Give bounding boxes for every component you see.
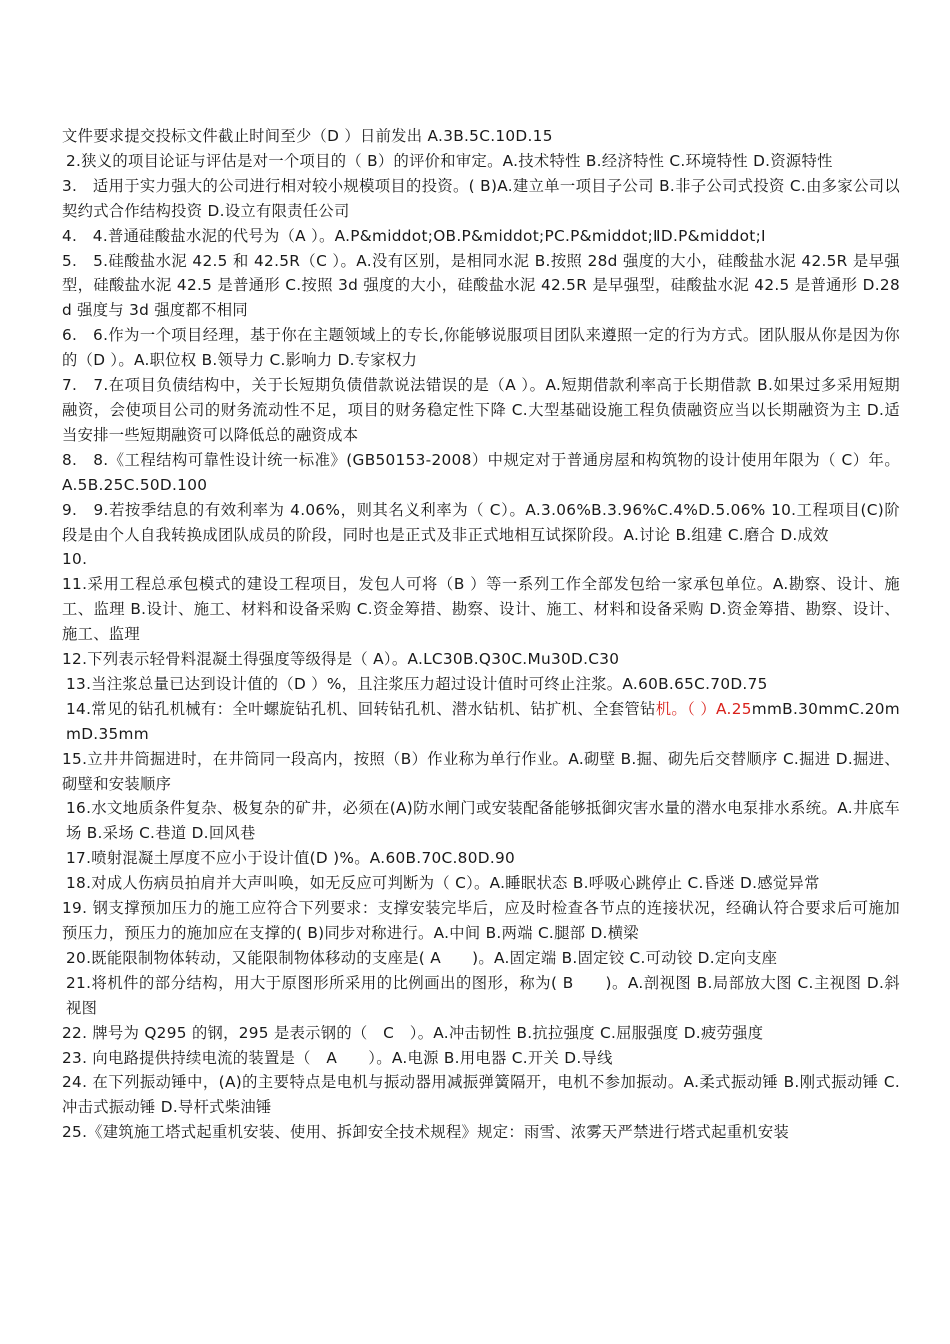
question-13: 13.当注浆总量已达到设计值的（D ）%，且注浆压力超过设计值时可终止注浆。A.60B.65C.70D.75 [66, 674, 768, 693]
question-16: 16.水文地质条件复杂、极复杂的矿井，必须在(A)防水闸门或安装配备能够抵御灾害水量的潜水电泵排水系统。A.井底车场 B.采场 C.巷道 D.回风巷 [66, 799, 900, 843]
question-2: 2.狭义的项目论证与评估是对一个项目的（ B）的评价和审定。A.技术特性 B.经济特性 C.环境特性 D.资源特性 [66, 151, 833, 170]
question-15: 15.立井井筒掘进时，在井筒同一段高内，按照（B）作业称为单行作业。A.砌壁 B.掘、砌先后交替顺序 C.掘进 D.掘进、砌壁和安装顺序 [62, 749, 900, 793]
question-5: 5. 5.硅酸盐水泥 42.5 和 42.5R（C ）。A.没有区别，是相同水泥 B.按照 28d 强度的大小，硅酸盐水泥 42.5R 是早强型，硅酸盐水泥 42.5 是普通形 C.按照 3d 强度的大小，硅酸盐水泥 42.5R 是早强型，硅酸盐水泥 42.5 是普通形 D.28d 强度与 3d 强度都不相同 [62, 251, 900, 320]
question-14-text: 14.常见的钻孔机械有：全叶螺旋钻孔机、回转钻孔机、潜水钻机、钻扩机、全套管钻 [66, 699, 656, 718]
question-4: 4. 4.普通硅酸盐水泥的代号为（A ）。A.P&middot;OB.P&middot;PC.P&middot;ⅡD.P&middot;Ⅰ [62, 226, 766, 245]
document-page [62, 124, 900, 1145]
question-23: 23. 向电路提供持续电流的装置是（ A ）。A.电源 B.用电器 C.开关 D.导线 [62, 1048, 613, 1067]
question-20: 20.既能限制物体转动，又能限制物体移动的支座是( A )。A.固定端 B.固定铰 C.可动铰 D.定向支座 [66, 948, 778, 967]
question-7: 7. 7.在项目负债结构中，关于长短期负债借款说法错误的是（A ）。A.短期借款利率高于长期借款 B.如果过多采用短期融资，会使项目公司的财务流动性不足，项目的财务稳定性下降 C.大型基础设施工程负债融资应当以长期融资为主 D.适当安排一些短期融资可以降低总的融资成本 [62, 376, 900, 444]
question-22: 22. 牌号为 Q295 的钢，295 是表示钢的（ C ）。A.冲击韧性 B.抗拉强度 C.屈服强度 D.疲劳强度 [62, 1023, 764, 1042]
question-14 [62, 697, 900, 747]
question-11: 11.采用工程总承包模式的建设工程项目，发包人可将（B ）等一系列工作全部发包给一家承包单位。A.勘察、设计、施工、监理 B.设计、施工、材料和设备采购 C.资金筹措、勘察、设计、施工、材料和设备采购 D.资金筹措、勘察、设计、施工、监理 [62, 575, 900, 644]
question-12: 12.下列表示轻骨料混凝土得强度等级得是（ A）。A.LC30B.Q30C.Mu30D.C30 [62, 650, 620, 669]
question-14-highlight: 机。（ ）A.25 [655, 699, 752, 718]
question-9: 9. 9.若按季结息的有效利率为 4.06%，则其名义利率为（ C）。A.3.06%B.3.96%C.4%D.5.06% 10.工程项目(C)阶段是由个人自我转换成团队成员的阶段，同时也是正式及非正式地相互试探阶段。A.讨论 B.组建 C.磨合 D.成效 [62, 500, 900, 544]
question-21: 21.将机件的部分结构，用大于原图形所采用的比例画出的图形，称为( B )。A.剖视图 B.局部放大图 C.主视图 D.斜视图 [66, 973, 900, 1017]
question-3: 3. 适用于实力强大的公司进行相对较小规模项目的投资。( B)A.建立单一项目子公司 B.非子公司式投资 C.由多家公司以契约式合作结构投资 D.设立有限责任公司 [62, 176, 900, 220]
line-q1-tail: 文件要求提交投标文件截止时间至少（D ）日前发出 A.3B.5C.10D.15 [62, 127, 553, 145]
question-6: 6. 6.作为一个项目经理，基于你在主题领域上的专长,你能够说服项目团队来遵照一定的行为方式。团队服从你是因为你的（D ）。A.职位权 B.领导力 C.影响力 D.专家权力 [62, 326, 900, 370]
question-17: 17.喷射混凝土厚度不应小于设计值(D )%。A.60B.70C.80D.90 [66, 849, 516, 868]
question-25: 25.《建筑施工塔式起重机安装、使用、拆卸安全技术规程》规定：雨雪、浓雾天严禁进行塔式起重机安装 [62, 1123, 790, 1142]
question-24: 24. 在下列振动锤中，(A)的主要特点是电机与振动器用减振弹簧隔开，电机不参加振动。A.柔式振动锤 B.刚式振动锤 C.冲击式振动锤 D.导杆式柴油锤 [62, 1073, 900, 1117]
question-10-number: 10. [62, 550, 88, 569]
question-18: 18.对成人伤病员拍肩并大声叫唤，如无反应可判断为（ C）。A.睡眠状态 B.呼吸心跳停止 C.昏迷 D.感觉异常 [66, 874, 820, 893]
question-8: 8. 8.《工程结构可靠性设计统一标准》(GB50153-2008）中规定对于普通房屋和构筑物的设计使用年限为（ C）年。A.5B.25C.50D.100 [62, 450, 900, 494]
question-14-options: mmB.30mmC.20mmD.35mm [66, 699, 900, 743]
question-19: 19. 钢支撑预加压力的施工应符合下列要求：支撑安装完毕后，应及时检查各节点的连接状况，经确认符合要求后可施加预压力，预压力的施加应在支撑的( B)同步对称进行。A.中间 B.两端 C.腿部 D.横梁 [62, 899, 900, 942]
